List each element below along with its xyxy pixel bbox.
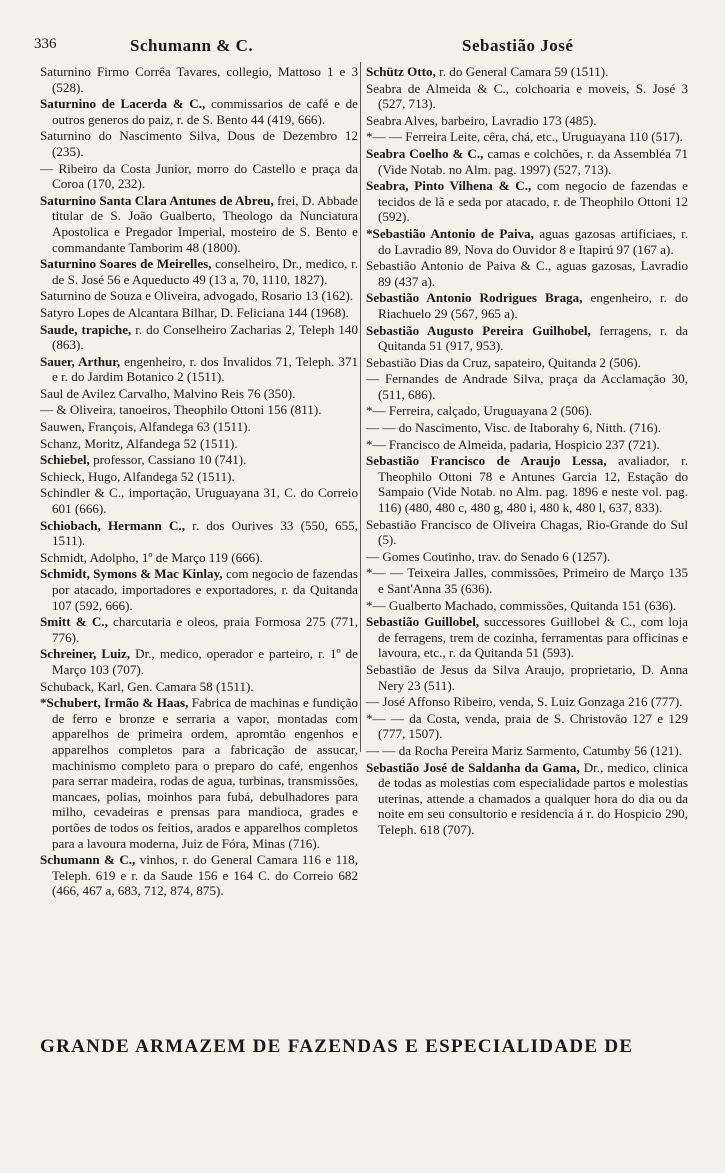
directory-entry [366, 453, 688, 515]
directory-entry [366, 420, 688, 436]
entry-text: professor, Cassiano 10 (741). [89, 452, 247, 468]
directory-entry [40, 386, 358, 402]
entry-heading: Sebastião Augusto Pereira Guilhobel, [366, 322, 591, 338]
entry-text: Schindler & C., importação, Uruguayana 31, C. do Correio 601 (666). [40, 485, 358, 517]
entry-text: *— Ferreira, calçado, Uruguayana 2 (506). [366, 403, 593, 419]
directory-entry [366, 226, 688, 257]
directory-entry [366, 129, 688, 145]
directory-entry [40, 679, 358, 695]
directory-entry [40, 161, 358, 192]
entry-heading: Sebastião Antonio Rodrigues Braga, [366, 290, 583, 306]
directory-entry [366, 323, 688, 354]
entry-text: Sebastião Dias da Cruz, sapateiro, Quitanda 2 (506). [366, 354, 641, 370]
entry-heading: Sebastião José de Saldanha da Gama, [366, 759, 580, 775]
entry-text: — Gomes Coutinho, trav. do Senado 6 (1257). [366, 548, 611, 564]
directory-entry [366, 64, 688, 80]
entry-text: frei, D. Abbade titular de S. João Gualberto, Theologo da Nunciatura Apostolica e Pregador Imperial, mosteiro de S. Bento e commandante Tamborim 48 (1800). [52, 192, 358, 255]
entry-heading: *Schubert, Irmão & Haas, [40, 695, 189, 711]
directory-entry [366, 598, 688, 614]
entry-text: commissarios de café e de outros generos do paiz, r. de S. Bento 44 (419, 666). [52, 96, 358, 127]
entry-heading: Sebastião Guillobel, [366, 614, 480, 630]
directory-entry [40, 305, 358, 321]
entry-text: r. dos Ourives 33 (550, 655, 1511). [52, 517, 358, 549]
directory-entry [366, 565, 688, 596]
directory-entry [40, 436, 358, 452]
entry-heading: Schreiner, Luiz, [40, 646, 131, 662]
entry-text: Saturnino de Souza e Oliveira, advogado, Rosario 13 (162). [40, 288, 354, 304]
directory-entry [40, 452, 358, 468]
entry-text: Schmidt, Adolpho, 1º de Março 119 (666). [40, 549, 263, 565]
entry-text: *— — Teixeira Jalles, commissões, Primeiro de Março 135 e Sant'Anna 35 (636). [366, 565, 688, 596]
entry-heading: Sebastião Francisco de Araujo Lessa, [366, 453, 607, 469]
entry-text: — José Affonso Ribeiro, venda, S. Luiz Gonzaga 216 (777). [366, 694, 683, 710]
left-column [40, 64, 358, 900]
entry-heading: Sauer, Arthur, [40, 353, 121, 369]
entry-heading: Schmidt, Symons & Mac Kinlay, [40, 566, 223, 582]
entry-heading: Schütz Otto, [366, 64, 436, 79]
entry-heading: Seabra, Pinto Vilhena & C., [366, 178, 532, 194]
entry-heading: Saturnino Soares de Meirelles, [40, 256, 212, 272]
entry-heading: *Sebastião Antonio de Paiva, [366, 225, 534, 241]
directory-entry [40, 256, 358, 287]
directory-entry [40, 469, 358, 485]
entry-text: r. do General Camara 59 (1511). [435, 64, 609, 79]
entry-heading: Saturnino Santa Clara Antunes de Abreu, [40, 192, 274, 208]
entry-text: engenheiro, r. do Riachuelo 29 (567, 965 a). [378, 290, 688, 321]
entry-heading: Schiebel, [40, 452, 90, 468]
entry-text: avaliador, r. Theophilo Ottoni 78 e Antunes Garcia 12, Estação do Sampaio (Vide Notab. no Alm. pag. 1896 e neste vol. pag. 116) (480, 480 c, 480 g, 480 i, 480 k, 480 l, 637, 833). [378, 453, 688, 516]
directory-entry [40, 614, 358, 645]
right-column [366, 64, 688, 839]
directory-entry [40, 193, 358, 255]
directory-entry [366, 146, 688, 177]
directory-entry [366, 517, 688, 548]
directory-entry [40, 646, 358, 677]
directory-entry [366, 711, 688, 742]
entry-text: — Ribeiro da Costa Junior, morro do Castello e praça da Coroa (170, 232). [40, 160, 358, 192]
directory-entry [366, 437, 688, 453]
directory-entry [366, 743, 688, 759]
directory-entry [40, 695, 358, 851]
entry-text: — & Oliveira, tanoeiros, Theophilo Ottoni 156 (811). [40, 402, 322, 418]
directory-entry [366, 614, 688, 661]
directory-entry [366, 178, 688, 225]
directory-entry [40, 419, 358, 435]
directory-entry [40, 354, 358, 385]
directory-entry [40, 550, 358, 566]
entry-text: Seabra de Almeida & C., colchoaria e moveis, S. José 3 (527, 713). [366, 80, 688, 112]
directory-entry [40, 485, 358, 516]
entry-text: *— — da Costa, venda, praia de S. Christovão 127 e 129 (777, 1507). [366, 710, 688, 742]
entry-text: Schuback, Karl, Gen. Camara 58 (1511). [40, 678, 254, 694]
entry-text: Dr., medico, clinica de todas as molestias com especialidade partos e molestias uterinas, attende a chamados a qualquer hora do dia ou da noite em seu consultorio e residencia á r. do Hospicio 290, Teleph. 618 (707). [378, 759, 688, 837]
left-running-head: Schumann & C. [130, 36, 254, 55]
entry-text: Satyro Lopes de Alcantara Bilhar, D. Feliciana 144 (1968). [40, 304, 349, 320]
directory-entry [366, 694, 688, 710]
directory-entry [366, 760, 688, 838]
entry-text: aguas gazosas artificiaes, r. do Lavradio 89, Nova do Ouvidor 8 e Itapirú 97 (167 a). [378, 225, 688, 257]
entry-heading: Schiobach, Hermann C., [40, 517, 185, 533]
entry-text: successores Guillobel & C., com loja de ferragens, trem de cozinha, ferramentas para officinas e lavoura, etc., r. da Quitanda 51 (593). [378, 614, 688, 661]
entry-text: charcutaria e oleos, praia Formosa 275 (771, 776). [52, 614, 358, 645]
entry-text: — — do Nascimento, Visc. de Itaborahy 6, Nitth. (716). [366, 420, 661, 436]
directory-entry [40, 852, 358, 899]
column-divider [360, 62, 361, 752]
entry-text: vinhos, r. do General Camara 116 e 118, Teleph. 619 e r. da Saude 156 e 164 C. do Correio 682 (466, 467 a, 683, 712, 874, 875). [52, 852, 358, 899]
entry-heading: Saude, trapiche, [40, 321, 132, 337]
entry-text: Sauwen, François, Alfandega 63 (1511). [40, 419, 251, 435]
entry-text: *— — Ferreira Leite, cêra, chá, etc., Uruguayana 110 (517). [366, 129, 683, 145]
entry-text: Fabrica de machinas e fundição de ferro e bronze e serraria a vapor, montadas com apparelhos de primeira ordem, apromtão engenhos e apparelhos completos para a fabricação de assucar, machinismo completo para o preparo do café, engenhos para serrar madeira, rodas de agua, turbinas, transmissões, mancaes, polias, moinhos para fubá, debulhadores para milho, cevadeiras e prensas para mandioca, grades e portões de todos os feitios, arados e apparelhos completos para a lavoura moderna, Juiz de Fóra, Minas (716). [52, 695, 358, 851]
entry-heading: Schumann & C., [40, 852, 136, 868]
entry-text: conselheiro, Dr., medico, r. de S. José 56 e Aqueducto 49 (13 a, 70, 1110, 1827). [52, 256, 358, 287]
entry-text: com negocio de fazendas e tecidos de lã e seda por atacado, r. de Theophilo Ottoni 12 (592). [378, 178, 688, 225]
entry-heading: Saturnino de Lacerda & C., [40, 96, 206, 112]
directory-entry [366, 113, 688, 129]
entry-text: camas e colchões, r. da Assembléa 71 (Vide Notab. no Alm. pag. 1997) (527, 713). [378, 145, 688, 177]
entry-text: Schieck, Hugo, Alfandega 52 (1511). [40, 468, 235, 484]
directory-entry [40, 566, 358, 613]
entry-text: — Fernandes de Andrade Silva, praça da Acclamação 30, (511, 686). [366, 371, 688, 402]
directory-entry [40, 518, 358, 549]
entry-text: Saturnino Firmo Corrêa Tavares, collegio, Mattoso 1 e 3 (528). [40, 64, 358, 95]
directory-entry [40, 96, 358, 127]
entry-text: r. do Conselheiro Zacharias 2, Teleph 140 (863). [52, 321, 358, 353]
directory-entry [366, 403, 688, 419]
footer-banner: GRANDE ARMAZEM DE FAZENDAS E ESPECIALIDADE DE [40, 1036, 634, 1057]
directory-entry [40, 64, 358, 95]
directory-entry [40, 128, 358, 159]
entry-text: Saturnino do Nascimento Silva, Dous de Dezembro 12 (235). [40, 128, 358, 159]
directory-entry [40, 322, 358, 353]
directory-entry [366, 355, 688, 371]
directory-entry [366, 290, 688, 321]
page-header [34, 36, 707, 58]
entry-text: com negocio de fazendas por atacado, importadores e exportadores, r. da Quitanda 107 (592, 666). [52, 566, 358, 613]
entry-text: Sebastião de Jesus da Silva Araujo, proprietario, D. Anna Nery 23 (511). [366, 661, 688, 693]
directory-entry [40, 402, 358, 418]
directory-entry [366, 81, 688, 112]
entry-text: *— Gualberto Machado, commissões, Quitanda 151 (636). [366, 597, 677, 613]
right-running-head: Sebastião José [462, 36, 574, 55]
entry-text: ferragens, r. da Quitanda 51 (917, 953). [378, 322, 688, 354]
entry-text: — — da Rocha Pereira Mariz Sarmento, Catumby 56 (121). [366, 742, 682, 758]
page-number: 336 [34, 36, 57, 52]
entry-heading: Seabra Coelho & C., [366, 145, 484, 161]
entry-text: engenheiro, r. dos Invalidos 71, Teleph. 371 e r. do Jardim Botanico 2 (1511). [52, 353, 358, 385]
entry-text: Sebastião Antonio de Paiva & C., aguas gazosas, Lavradio 89 (437 a). [366, 258, 688, 289]
directory-entry [366, 549, 688, 565]
entry-text: Saul de Avilez Carvalho, Malvino Reis 76 (350). [40, 385, 296, 401]
entry-heading: Smitt & C., [40, 614, 108, 630]
directory-entry [366, 662, 688, 693]
directory-entry [366, 258, 688, 289]
entry-text: Sebastião Francisco de Oliveira Chagas, Rio-Grande do Sul (5). [366, 516, 688, 548]
directory-entry [366, 371, 688, 402]
entry-text: Schanz, Moritz, Alfandega 52 (1511). [40, 435, 238, 451]
entry-text: *— Francisco de Almeida, padaria, Hospicio 237 (721). [366, 436, 660, 452]
entry-text: Seabra Alves, barbeiro, Lavradio 173 (485). [366, 112, 597, 128]
directory-entry [40, 288, 358, 304]
entry-text: Dr., medico, operador e parteiro, r. 1º de Março 103 (707). [52, 646, 358, 677]
